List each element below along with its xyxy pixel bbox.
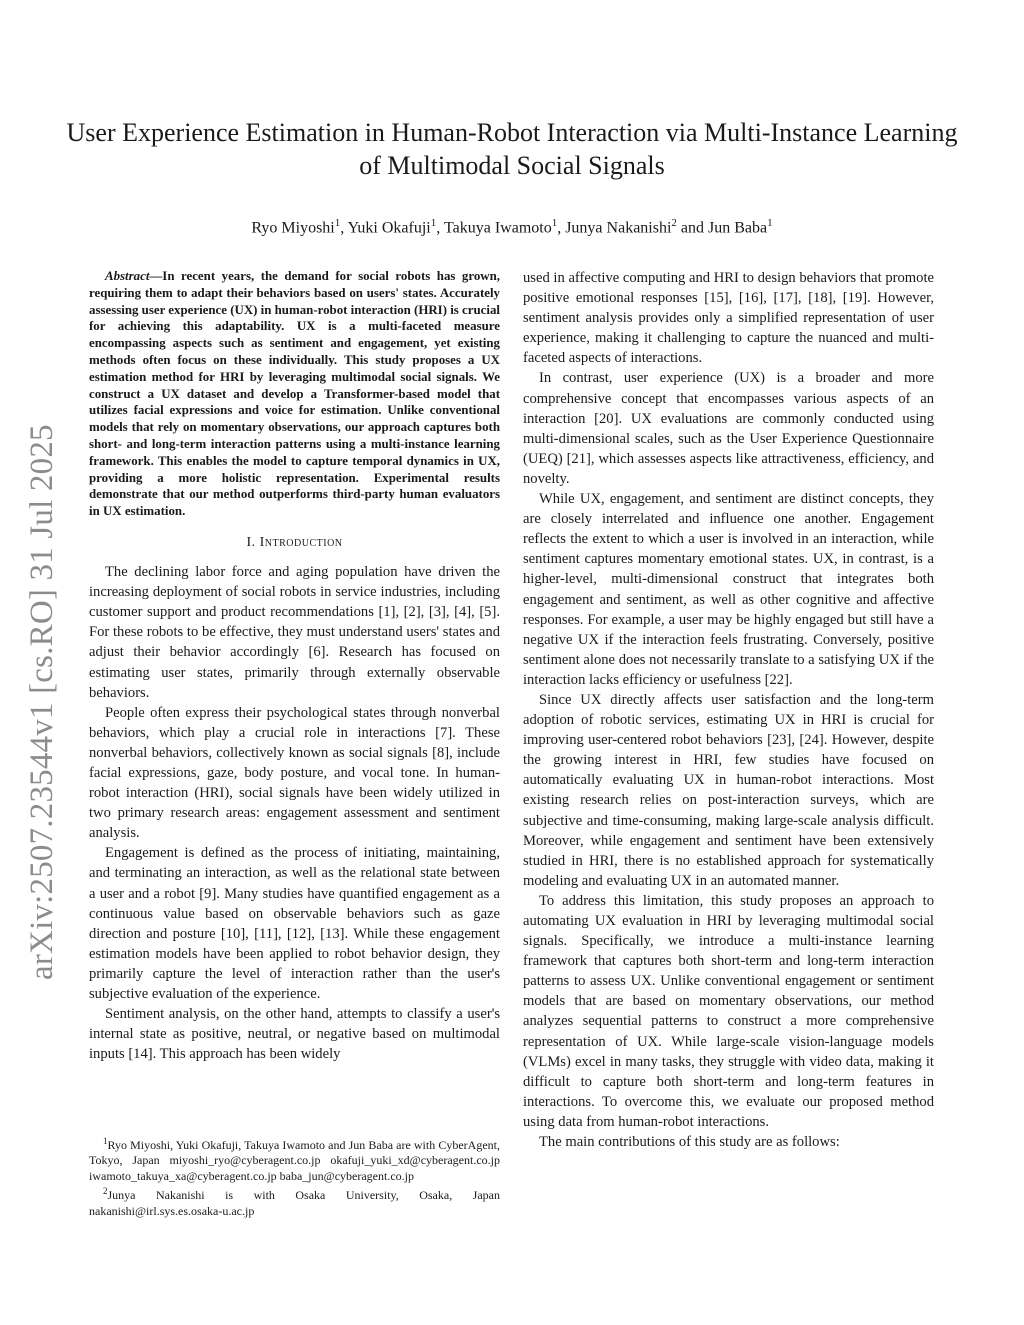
body-paragraph: The declining labor force and aging population have driven the increasing deployment of social robots in service industries, including customer support and product recommendations [1], [2], [3], [4], [5]. For these robots to be effective, they must understand users' states and adjust their behavior accordingly [6]. Research has focused on estimating user states, primarily through externally observable behaviors. <box>89 564 500 701</box>
right-column <box>523 268 934 1152</box>
body-paragraph-continued: used in affective computing and HRI to design behaviors that promote positive emotional responses [15], [16], [17], [18], [19]. However, sentiment analysis provides only a simplified representation of user experience, making it challenging to capture the nuanced and multi-faceted aspects of interactions. <box>523 270 934 367</box>
left-column <box>89 268 500 1064</box>
footnote <box>89 1184 500 1219</box>
abstract-dash: — <box>149 269 163 283</box>
body-paragraph: In contrast, user experience (UX) is a broader and more comprehensive concept that encompasses various aspects of an interaction [20]. UX evaluations are commonly conducted using multi-dimensional scales, such as the User Experience Questionnaire (UEQ) [21], which assesses aspects like attractiveness, efficiency, and novelty. <box>523 370 934 487</box>
author-affiliation-mark: 1 <box>430 217 437 229</box>
author-list <box>60 212 964 239</box>
footnote-text: Ryo Miyoshi, Yuki Okafuji, Takuya Iwamoto and Jun Baba are with CyberAgent, Tokyo, Japan miyoshi_ryo@cyberagent.co.jp okafuji_yuki_xd@cyberagent.co.jp iwamoto_takuya_xa@cyberagent.co.jp baba_jun@cyberagent.co.jp <box>89 1138 500 1183</box>
author-conjunction: and <box>676 219 709 237</box>
paper-title: User Experience Estimation in Human-Robot Interaction via Multi-Instance Learning of Multimodal Social Signals <box>66 118 958 180</box>
body-paragraph: Since UX directly affects user satisfaction and the long-term adoption of robotic services, estimating UX in HRI is crucial for improving user-centered robot behaviors [23], [24]. However, despite the growing interest in HRI, few studies have focused on automatically evaluating UX in human-robot interactions. Most existing research relies on post-interaction surveys, which are subjective and time-consuming, making large-scale analysis difficult. Moreover, while engagement and sentiment have been extensively studied in HRI, there is no established approach for systematically modeling and evaluating UX in an automated manner. <box>523 691 934 889</box>
section-heading-introduction <box>89 533 500 553</box>
author-name: Yuki Okafuji <box>347 219 431 237</box>
section-title: Introduction <box>259 534 343 550</box>
author-affiliation-mark: 2 <box>671 217 677 229</box>
author-name: Takuya Iwamoto <box>443 219 552 237</box>
author-separator: , <box>436 219 444 237</box>
body-paragraph: Sentiment analysis, on the other hand, attempts to classify a user's internal state as positive, neutral, or negative based on multimodal inputs [14]. This approach has been widely <box>89 1006 500 1063</box>
arxiv-identifier-stamp[interactable]: arXiv:2507.23544v1 [cs.RO] 31 Jul 2025 <box>24 424 60 980</box>
author-separator: , <box>340 219 348 237</box>
author-name: Jun Baba <box>708 219 768 237</box>
abstract-label: Abstract <box>105 269 150 283</box>
body-paragraph: The main contributions of this study are as follows: <box>539 1134 840 1151</box>
author-name: Junya Nakanishi <box>565 219 672 237</box>
author-affiliation-mark: 1 <box>334 217 341 229</box>
body-paragraph: While UX, engagement, and sentiment are distinct concepts, they are closely interrelated and influence one another. Engagement reflects the extent to which a user is involved in an interaction, while sentiment captures momentary emotional states. UX, in contrast, is a higher-level, multi-dimensional construct that integrates both engagement and sentiment, as well as other cognitive and affective responses. For example, a user may be highly engaged but still have a negative UX if the interaction feels frustrating. Conversely, positive sentiment alone does not necessarily translate to a satisfying UX if the interaction lacks efficiency or usefulness [22]. <box>523 491 934 688</box>
author-name: Ryo Miyoshi <box>251 219 335 237</box>
footnotes <box>89 1134 500 1219</box>
footnote-mark: 1 <box>103 1136 108 1146</box>
author-affiliation-mark: 1 <box>767 217 773 229</box>
abstract-text: In recent years, the demand for social robots has grown, requiring them to adapt their behaviors based on users' states. Accurately assessing user experience (UX) in human-robot interaction (HRI) is crucial for achieving this adaptability. UX is a multi-faceted measure encompassing aspects such as sentiment and engagement, yet existing methods often focus on these individually. This study proposes a UX estimation method for HRI by leveraging multimodal social signals. We construct a UX dataset and develop a Transformer-based model that utilizes facial expressions and voice for estimation. Unlike conventional models that rely on momentary observations, our approach captures both short- and long-term interaction patterns using a multi-instance learning framework. This enables the model to capture temporal dynamics in UX, providing a more holistic representation. Experimental results demonstrate that our method outperforms third-party human evaluators in UX estimation. <box>89 269 500 519</box>
body-paragraph: To address this limitation, this study proposes an approach to automating UX evaluation in HRI by leveraging multimodal social signals. Specifically, we introduce a multi-instance learning framework that captures both short-term and long-term interaction patterns to assess UX. Unlike conventional engagement or sentiment models that are based on momentary observations, our method analyzes sequential patterns to construct a more comprehensive representation of UX. While large-scale vision-language models (VLMs) excel in many tasks, they struggle with video data, making it difficult to capture both short-term and long-term features in interactions. To overcome this, we evaluate our proposed method using data from human-robot interactions. <box>523 892 934 1130</box>
footnote-mark: 2 <box>103 1186 108 1197</box>
footnote <box>89 1134 500 1184</box>
footnote-text: Junya Nakanishi is with Osaka University, Osaka, Japan nakanishi@irl.sys.es.osaka-u.ac.jp <box>89 1188 500 1218</box>
body-paragraph: Engagement is defined as the process of initiating, maintaining, and terminating an interaction, as well as the relational state between a user and a robot [9]. Many studies have quantified engagement as a continuous value based on observable behaviors such as gaze direction and posture [10], [11], [12], [13]. While these engagement estimation models have been applied to robot behavior design, they primarily capture the level of interaction rather than the user's subjective evaluation of the experience. <box>89 845 500 1003</box>
body-paragraph: People often express their psychological states through nonverbal behaviors, which play a crucial role in interactions [7]. These nonverbal behaviors, collectively known as social signals [8], include facial expressions, gaze, body posture, and vocal tone. In human-robot interaction (HRI), social signals have been widely utilized in two primary research areas: engagement assessment and sentiment analysis. <box>89 704 500 842</box>
abstract <box>89 268 500 520</box>
section-number: I. <box>246 534 256 550</box>
author-affiliation-mark: 1 <box>551 217 558 229</box>
author-separator: , <box>557 219 566 237</box>
